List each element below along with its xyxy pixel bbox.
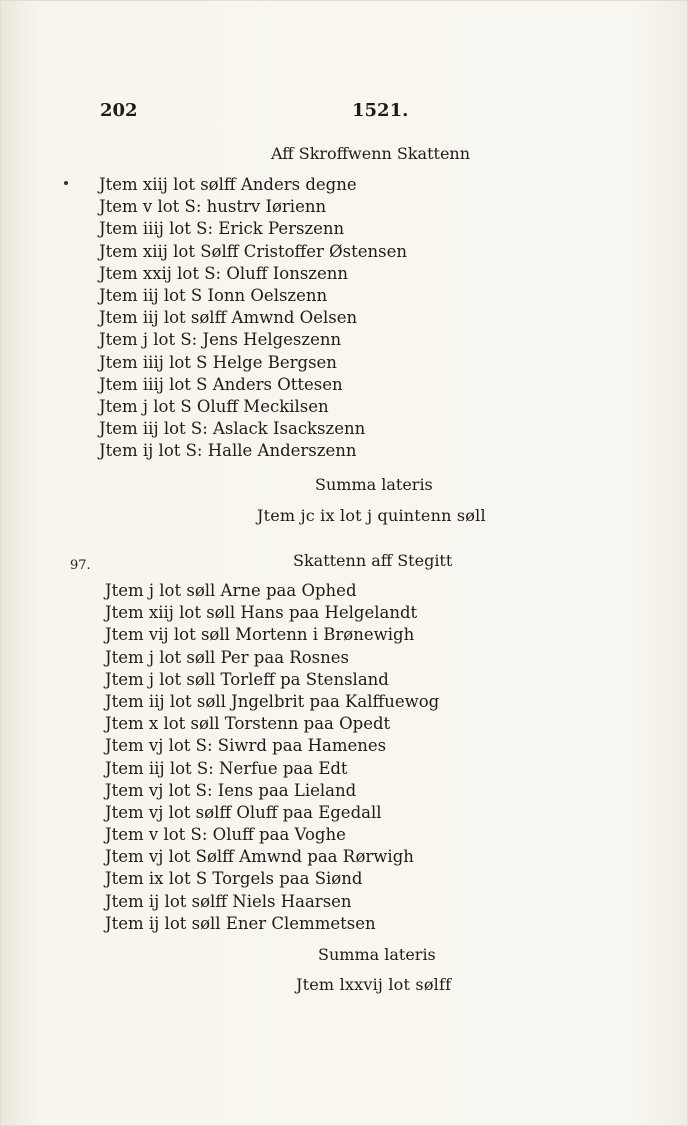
entry-line: Jtem iij lot S: Nerfue paa Edt <box>105 758 348 778</box>
entry-line: Jtem j lot S: Jens Helgeszenn <box>99 330 342 350</box>
entry-line: Jtem vj lot S: Iens paa Lieland <box>105 780 357 800</box>
total-line-2: Jtem lxxvij lot sølff <box>296 975 452 994</box>
entry-line: Jtem xxij lot S: Oluff Ionszenn <box>99 263 348 283</box>
entry-line: Jtem v lot S: Oluff paa Voghe <box>105 825 346 845</box>
entry-line: Jtem vj lot sølff Oluff paa Egedall <box>105 802 382 822</box>
entry-line: Jtem iij lot søll Jngelbrit paa Kalffuewog <box>105 691 440 711</box>
entry-line: Jtem x lot søll Torstenn paa Opedt <box>105 714 391 734</box>
entry-line: Jtem ix lot S Torgels paa Siønd <box>105 869 363 889</box>
entry-line: Jtem iiij lot S Anders Ottesen <box>99 374 343 394</box>
entry-line: Jtem j lot søll Per paa Rosnes <box>105 647 349 667</box>
entry-line: Jtem j lot S Oluff Meckilsen <box>99 396 329 416</box>
margin-dot <box>64 181 68 185</box>
entry-line: Jtem iij lot S: Aslack Isackszenn <box>99 419 366 439</box>
summa-lateris-1: Summa lateris <box>315 475 433 494</box>
entry-line: Jtem v lot S: hustrv Iørienn <box>99 197 327 217</box>
entry-line: Jtem ij lot søll Ener Clemmetsen <box>105 913 376 933</box>
section-title-skroffwenn: Aff Skroffwenn Skattenn <box>271 144 471 163</box>
entry-line: Jtem iij lot S Ionn Oelszenn <box>99 285 328 305</box>
entry-line: Jtem j lot søll Torleff pa Stensland <box>105 669 389 689</box>
entry-line: Jtem j lot søll Arne paa Ophed <box>105 581 357 600</box>
entry-list-skroffwenn <box>99 174 407 462</box>
entry-line: Jtem xiij lot søll Hans paa Helgelandt <box>105 603 418 623</box>
entry-line: Jtem vij lot søll Mortenn i Brønewigh <box>105 625 415 645</box>
summa-lateris-2: Summa lateris <box>318 945 436 964</box>
page-number: 202 <box>100 100 138 121</box>
margin-note-number: 97. <box>70 558 91 573</box>
entry-line: Jtem ij lot sølff Niels Haarsen <box>105 891 352 911</box>
entry-line: Jtem xiij lot Sølff Cristoffer Østensen <box>99 241 408 261</box>
section-title-stegitt: Skattenn aff Stegitt <box>293 551 453 570</box>
entry-line: Jtem iiij lot S Helge Bergsen <box>99 352 337 372</box>
entry-line: Jtem xiij lot sølff Anders degne <box>99 175 357 194</box>
entry-list-stegitt <box>105 580 439 935</box>
entry-line: Jtem iij lot sølff Amwnd Oelsen <box>99 308 358 328</box>
entry-line: Jtem ij lot S: Halle Anderszenn <box>99 441 357 461</box>
total-line-1: Jtem jc ix lot j quintenn søll <box>257 506 486 525</box>
entry-line: Jtem vj lot S: Siwrd paa Hamenes <box>105 736 387 756</box>
entry-line: Jtem iiij lot S: Erick Perszenn <box>99 219 345 239</box>
page-year-heading: 1521. <box>352 100 409 121</box>
entry-line: Jtem vj lot Sølff Amwnd paa Rørwigh <box>105 847 414 867</box>
